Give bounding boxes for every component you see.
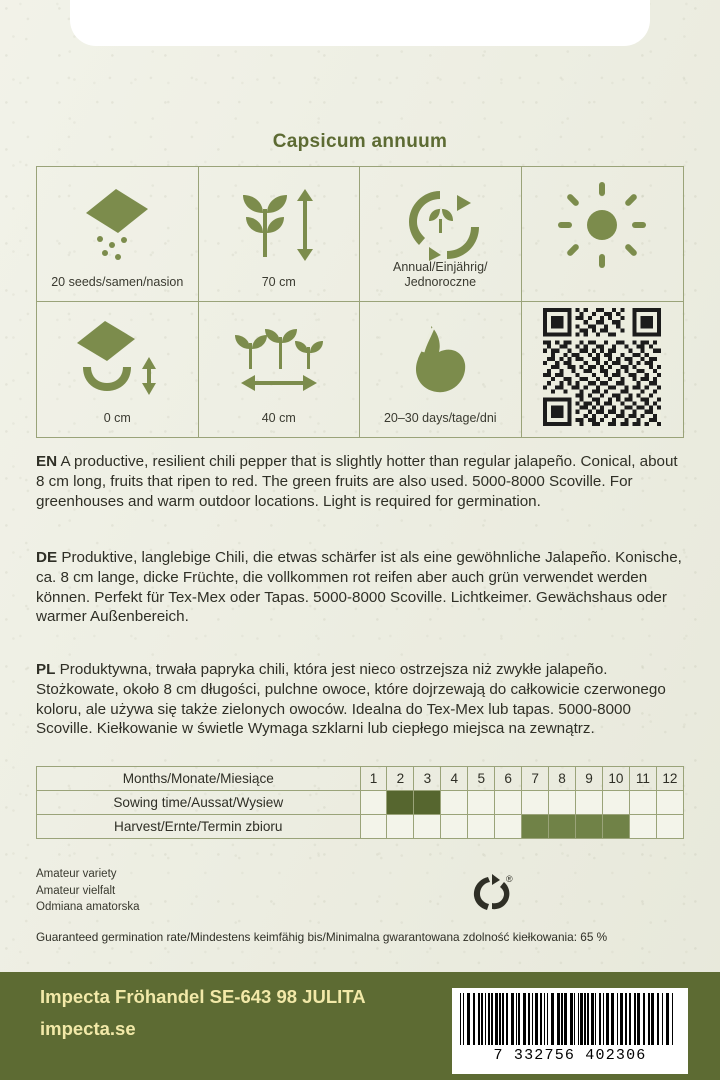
barcode-number: 7 332756 402306	[493, 1047, 647, 1064]
barcode-bars	[460, 993, 680, 1045]
info-cell-plant-height	[199, 167, 361, 302]
calendar-cell	[629, 815, 656, 839]
calendar-cell	[441, 791, 468, 815]
description-pl	[36, 660, 690, 739]
calendar-cell	[576, 815, 603, 839]
amateur-line-pl: Odmiana amatorska	[36, 901, 140, 914]
info-cell-seed-count	[37, 167, 199, 302]
sowing-depth-icon	[69, 316, 165, 404]
month-header: 6	[495, 767, 522, 791]
month-header: 4	[441, 767, 468, 791]
sowing-harvest-calendar	[36, 766, 684, 839]
calendar-cell	[360, 791, 387, 815]
recycle-icon	[470, 872, 514, 917]
qr-code-icon[interactable]	[543, 308, 661, 431]
description-text-en: A productive, resilient chili pepper that is slightly hotter than regular jalapeño. Conical, about 8 cm long, fruits that ripen to red. The green fruits are also used. 5000-8000 Scoville. For greenhouses and warm outdoor locations. Light is required for germination.	[36, 453, 678, 510]
amateur-line-de: Amateur vielfalt	[36, 884, 116, 897]
table-row-harvest	[37, 815, 684, 839]
calendar-cell	[549, 791, 576, 815]
calendar-row-label-sowing: Sowing time/Aussat/Wysiew	[37, 791, 361, 815]
table-row-months	[37, 767, 684, 791]
calendar-cell	[468, 791, 495, 815]
info-label-seed-count: 20 seeds/samen/nasion	[51, 275, 184, 290]
month-header: 12	[656, 767, 683, 791]
calendar-cell	[360, 815, 387, 839]
info-cell-sowing-depth	[37, 302, 199, 437]
calendar-row-label-harvest: Harvest/Ernte/Termin zbioru	[37, 815, 361, 839]
calendar-cell	[576, 791, 603, 815]
calendar-cell	[387, 815, 414, 839]
month-header: 2	[387, 767, 414, 791]
month-header: 10	[602, 767, 629, 791]
month-header: 9	[576, 767, 603, 791]
seed-packet-icon	[78, 181, 156, 269]
description-de	[36, 548, 690, 627]
info-label-germination-time: 20–30 days/tage/dni	[383, 411, 497, 426]
month-header: 1	[360, 767, 387, 791]
calendar-cell	[387, 791, 414, 815]
info-label-sowing-depth: 0 cm	[103, 411, 131, 426]
calendar-cell	[549, 815, 576, 839]
amateur-variety-note	[36, 866, 140, 916]
month-header: 3	[414, 767, 441, 791]
info-label-plant-spacing: 40 cm	[261, 411, 296, 426]
month-header: 8	[549, 767, 576, 791]
month-header: 7	[522, 767, 549, 791]
description-text-pl: Produktywna, trwała papryka chili, która jest nieco ostrzejsza niż zwykłe jalapeño. Stożkowate, około 8 cm długości, pulchne owoce, które dojrzewają do całkowicie czerwonego koloru, ale używa się także zielonych owoców. Idealna do Tex-Mex lub tapas. 5000-8000 Scoville. Kiełkowanie w świetle Wymaga szklarni lub ciepłego miejsca na zewnątrz.	[36, 661, 666, 738]
table-row-sowing	[37, 791, 684, 815]
calendar-cell	[602, 791, 629, 815]
description-text-de: Produktive, langlebige Chili, die etwas schärfer ist als eine gewöhnliche Jalapeño. Konische, ca. 8 cm lange, dicke Früchte, die vollkommen rot reifen aber auch grün verwendet werden können. Perfekt für Tex-Mex oder Tapas. 5000-8000 Scoville. Lichtkeimer. Gewächshaus oder warmer Außenbereich.	[36, 549, 682, 626]
calendar-cell	[441, 815, 468, 839]
lang-code-pl: PL	[36, 661, 56, 678]
growing-info-table	[36, 166, 684, 438]
calendar-cell	[414, 791, 441, 815]
page-title: Capsicum annuum	[272, 131, 448, 152]
description-en	[36, 452, 690, 511]
calendar-cell	[522, 791, 549, 815]
germination-guarantee: Guaranteed germination rate/Mindestens keimfähig bis/Minimalna gwarantowana zdolność kiełkowania: 65 %	[36, 930, 608, 944]
info-cell-sun	[522, 167, 684, 302]
plant-spacing-icon	[227, 316, 331, 404]
calendar-cell	[602, 815, 629, 839]
calendar-cell	[656, 815, 683, 839]
company-website[interactable]: impecta.se	[40, 1018, 136, 1039]
footer-bar	[0, 972, 720, 1080]
lang-code-de: DE	[36, 549, 58, 566]
calendar-cell	[495, 791, 522, 815]
germination-time-icon	[405, 316, 475, 404]
calendar-cell	[629, 791, 656, 815]
annual-cycle-icon	[397, 181, 483, 269]
sun-icon	[556, 181, 648, 269]
calendar-cell	[656, 791, 683, 815]
info-label-plant-height: 70 cm	[261, 275, 296, 290]
company-name: Impecta Fröhandel SE-643 98 JULITA	[40, 986, 366, 1007]
calendar-row-label-months: Months/Monate/Miesiące	[37, 767, 361, 791]
month-header: 11	[629, 767, 656, 791]
calendar-cell	[522, 815, 549, 839]
lang-code-en: EN	[36, 453, 58, 470]
barcode	[452, 988, 688, 1074]
registered-mark: ®	[506, 874, 513, 884]
plant-height-icon	[231, 181, 327, 269]
amateur-line-en: Amateur variety	[36, 868, 117, 880]
calendar-cell	[495, 815, 522, 839]
month-header: 5	[468, 767, 495, 791]
info-cell-germination-time	[360, 302, 522, 437]
calendar-cell	[414, 815, 441, 839]
info-cell-life-cycle	[360, 167, 522, 302]
info-cell-plant-spacing	[199, 302, 361, 437]
info-cell-qr[interactable]	[522, 302, 684, 437]
calendar-cell	[468, 815, 495, 839]
info-label-life-cycle: Annual/Einjährig/ Jednoroczne	[392, 259, 488, 290]
